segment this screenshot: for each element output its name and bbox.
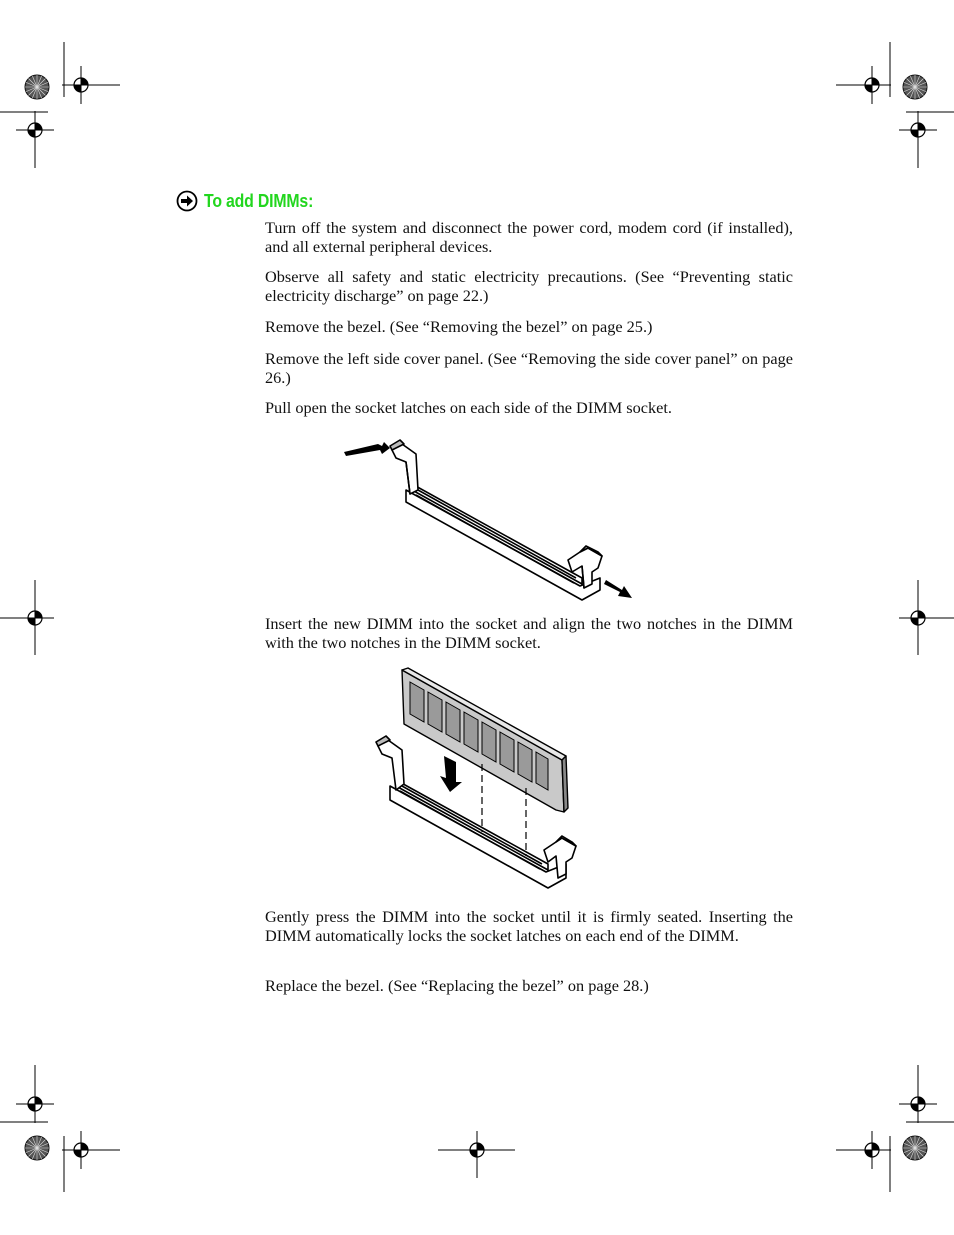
step-text: Observe all safety and static electricity precautions. (See “Preventing static electricity discharge” on page 22.) (265, 267, 793, 305)
step-1 (265, 219, 793, 256)
step-6 (265, 615, 793, 652)
step-2 (265, 268, 793, 305)
step-text: Replace the bezel. (See “Replacing the bezel” on page 28.) (265, 976, 649, 995)
step-4 (265, 350, 793, 387)
step-text: Pull open the socket latches on each side of the DIMM socket. (265, 398, 672, 417)
color-wheel-mark (903, 1136, 927, 1160)
step-text: Remove the left side cover panel. (See “Removing the side cover panel” on page 26.) (265, 349, 793, 387)
step-text: Turn off the system and disconnect the power cord, modem cord (if installed), and all external peripheral devices. (265, 218, 793, 256)
step-8 (265, 977, 793, 996)
color-wheel-mark (903, 75, 927, 99)
step-text: Insert the new DIMM into the socket and align the two notches in the DIMM with the two notches in the DIMM socket. (265, 614, 793, 652)
step-text: Gently press the DIMM into the socket until it is firmly seated. Inserting the DIMM automatically locks the socket latches on each end of the DIMM. (265, 907, 793, 945)
procedure-title: To add DIMMs: (204, 190, 314, 211)
step-3 (265, 318, 793, 337)
procedure-heading (176, 188, 328, 214)
open-socket-latches-illustration (330, 432, 650, 604)
color-wheel-mark (25, 75, 49, 99)
arrow-right-circle-icon (176, 190, 198, 212)
insert-dimm-illustration (370, 664, 610, 900)
step-5 (265, 399, 793, 418)
step-7 (265, 908, 793, 945)
color-wheel-mark (25, 1136, 49, 1160)
step-text: Remove the bezel. (See “Removing the bezel” on page 25.) (265, 317, 653, 336)
